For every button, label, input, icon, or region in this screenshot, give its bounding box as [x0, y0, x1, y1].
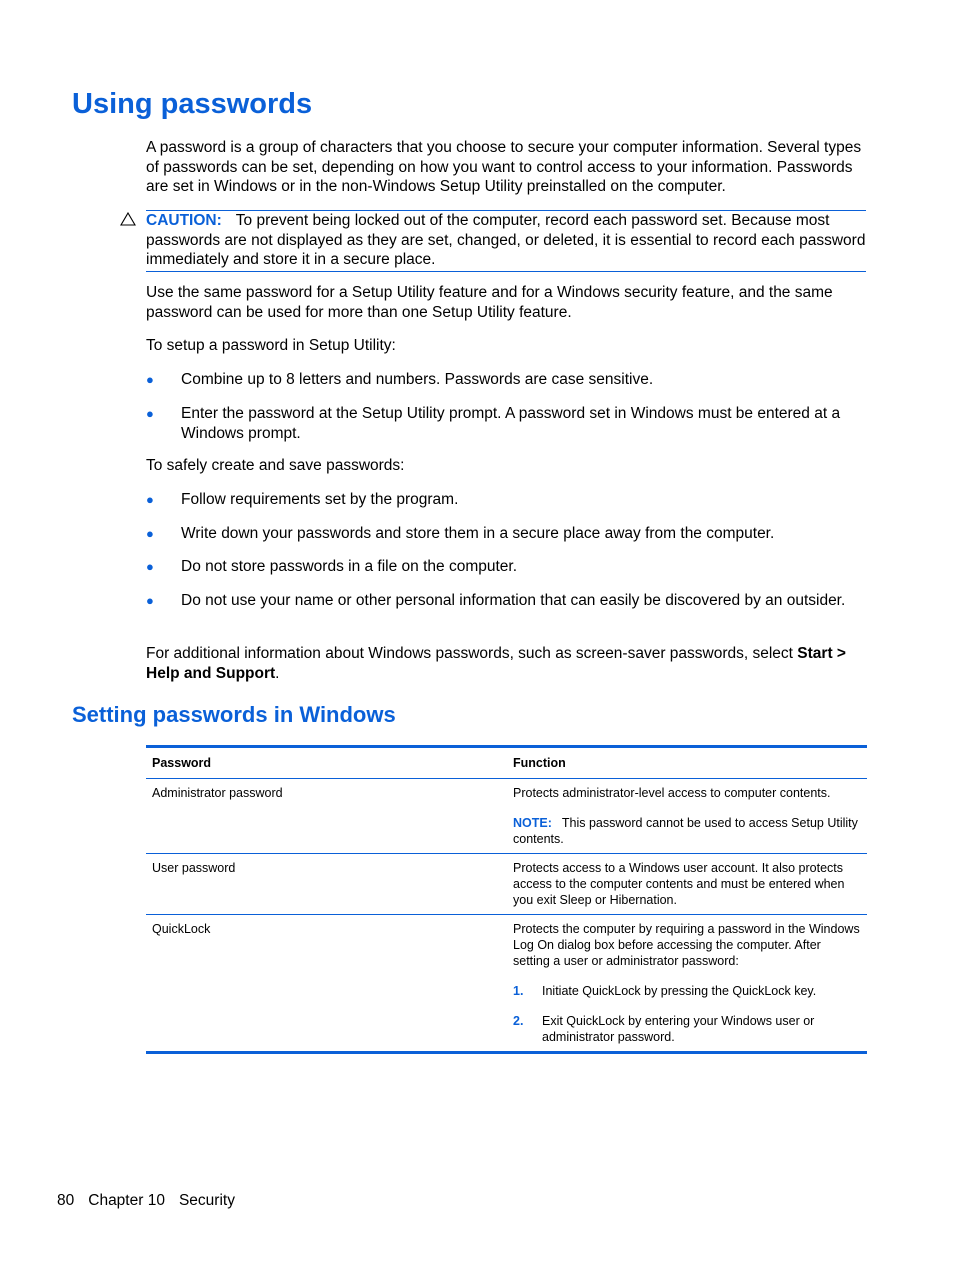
- section-heading: Setting passwords in Windows: [72, 702, 396, 727]
- list-item: [146, 370, 870, 390]
- list-item-text: Combine up to 8 letters and numbers. Passwords are case sensitive.: [181, 371, 654, 388]
- function-text: Protects the computer by requiring a password in the Windows Log On dialog box before accessing the computer. After setting a user or administrator password:: [513, 922, 860, 968]
- list-item: [146, 490, 870, 510]
- numbered-step: [513, 983, 861, 999]
- step-number: 2.: [513, 1014, 524, 1028]
- password-name-cell: Administrator password: [152, 786, 283, 800]
- page-footer: [57, 1192, 249, 1210]
- chapter-label: Chapter 10: [88, 1192, 165, 1209]
- warning-triangle-icon: [120, 212, 136, 226]
- function-cell: [507, 915, 867, 1051]
- bullet-dot-icon: ●: [146, 526, 154, 541]
- intro-paragraph: A password is a group of characters that you choose to secure your computer information. Several types of passwords can be set, depending on how you want to control access to your information. Passwords are set in Windows or in the non-Windows Setup Utility preinstalled on the computer.: [146, 139, 862, 195]
- bullet-dot-icon: ●: [146, 372, 154, 387]
- column-header-function: Function: [513, 756, 566, 770]
- table-row: [146, 915, 867, 1051]
- function-cell: [507, 779, 867, 853]
- note: [513, 815, 861, 847]
- list-item: [146, 591, 870, 611]
- start-help-link-text: Start > Help and Support: [146, 645, 846, 682]
- password-name-cell: User password: [152, 861, 236, 875]
- note-label: NOTE:: [513, 816, 552, 830]
- same-password-paragraph: Use the same password for a Setup Utility feature and for a Windows security feature, and the same password can be used for more than one Setup Utility feature.: [146, 284, 833, 321]
- list-item-text: Follow requirements set by the program.: [181, 491, 459, 508]
- column-header-password: Password: [152, 756, 212, 770]
- list-item: [146, 404, 870, 443]
- safe-intro: To safely create and save passwords:: [146, 457, 405, 474]
- page-title: Using passwords: [72, 88, 313, 120]
- bullet-dot-icon: ●: [146, 593, 154, 608]
- numbered-step: [513, 1013, 861, 1045]
- passwords-table: [146, 745, 867, 1054]
- page-number: 80: [57, 1192, 75, 1209]
- bullet-dot-icon: ●: [146, 492, 154, 507]
- bullet-dot-icon: ●: [146, 559, 154, 574]
- password-name-cell: QuickLock: [152, 922, 211, 936]
- caution-text: To prevent being locked out of the computer, record each password set. Because most passwords are not displayed as they are set, changed, or deleted, it is essential to record each password immediately and store it in a secure place.: [146, 212, 866, 268]
- list-item-text: Enter the password at the Setup Utility prompt. A password set in Windows must be entered at a Windows prompt.: [181, 405, 841, 442]
- list-item-text: Write down your passwords and store them in a secure place away from the computer.: [181, 525, 775, 542]
- list-item-text: Do not use your name or other personal information that can easily be discovered by an outsider.: [181, 592, 846, 609]
- function-text: Protects administrator-level access to computer contents.: [513, 786, 831, 800]
- note-text: This password cannot be used to access Setup Utility contents.: [513, 816, 858, 846]
- step-number: 1.: [513, 984, 524, 998]
- section-label: Security: [178, 1192, 235, 1209]
- caution-box: [146, 210, 866, 272]
- step-text: Initiate QuickLock by pressing the QuickLock key.: [542, 984, 817, 998]
- additional-end: .: [275, 664, 280, 682]
- table-row: [146, 854, 867, 915]
- additional-info-paragraph: [146, 644, 870, 683]
- list-item-text: Do not store passwords in a file on the computer.: [181, 558, 518, 575]
- additional-text: For additional information about Windows passwords, such as screen-saver passwords, select: [146, 645, 798, 662]
- caution-label: CAUTION:: [146, 212, 222, 229]
- list-item: [146, 524, 870, 544]
- step-text: Exit QuickLock by entering your Windows user or administrator password.: [542, 1014, 815, 1044]
- bullet-dot-icon: ●: [146, 406, 154, 421]
- table-header-row: [146, 748, 867, 779]
- function-cell: Protects access to a Windows user account. It also protects access to the computer contents and must be entered when you exit Sleep or Hibernation.: [513, 861, 845, 907]
- setup-intro: To setup a password in Setup Utility:: [146, 337, 396, 354]
- list-item: [146, 557, 870, 577]
- table-row: [146, 779, 867, 854]
